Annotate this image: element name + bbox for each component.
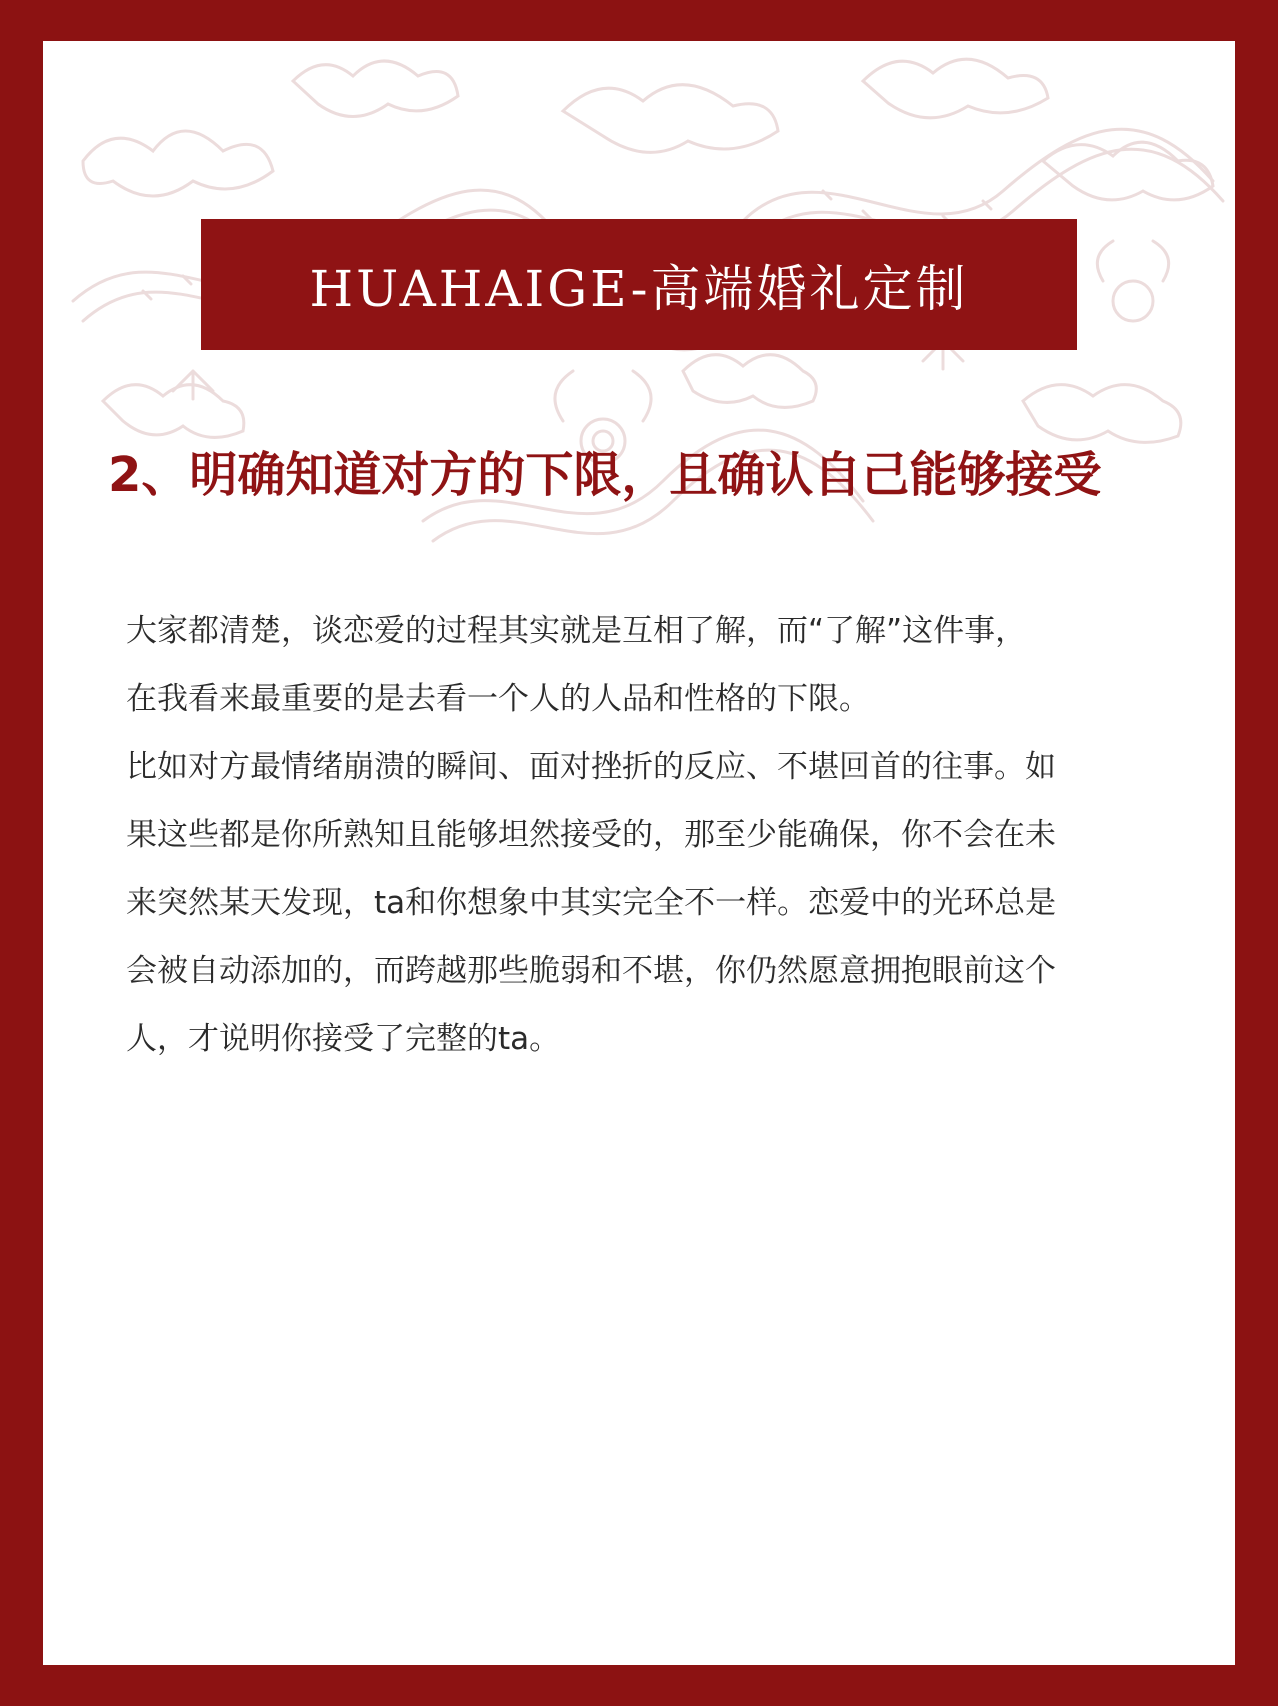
body-line: 在我看来最重要的是去看一个人的人品和性格的下限。 [126,681,870,717]
body-line: 会被自动添加的，而跨越那些脆弱和不堪，你仍然愿意拥抱眼前这个 [126,953,1056,989]
body-paragraph [126,597,1166,1073]
body-line: 果这些都是你所熟知且能够坦然接受的，那至少能确保，你不会在未 [126,817,1056,853]
body-line: 来突然某天发现，ta和你想象中其实完全不一样。恋爱中的光环总是 [126,885,1057,921]
body-line: 大家都清楚，谈恋爱的过程其实就是互相了解，而“了解”这件事， [126,613,1027,649]
content-card [43,41,1235,1665]
body-line: 比如对方最情绪崩溃的瞬间、面对挫折的反应、不堪回首的往事。如 [126,749,1056,785]
banner-title: HUAHAIGE-高端婚礼定制 [309,259,969,318]
title-banner [201,219,1077,350]
body-line: 人，才说明你接受了完整的ta。 [126,1021,561,1057]
section-heading: 2、明确知道对方的下限，且确认自己能够接受 [108,447,1102,503]
